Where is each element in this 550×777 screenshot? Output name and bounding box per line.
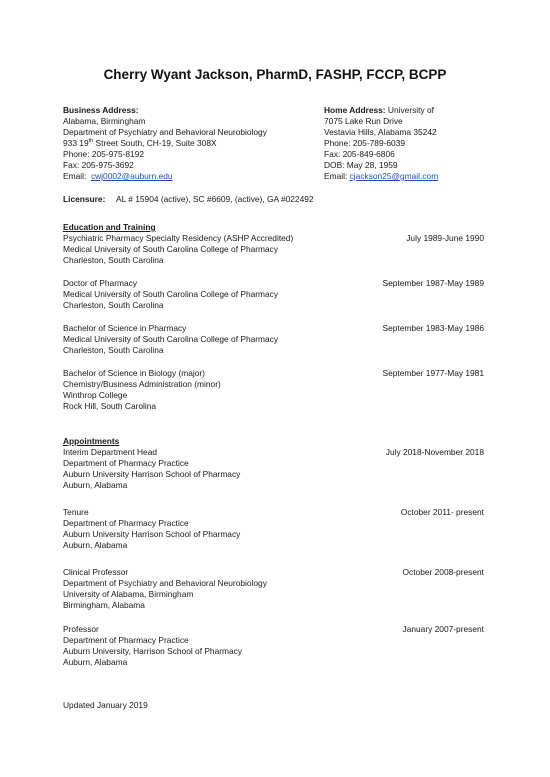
home-phone: Phone: 205-789-6039 bbox=[324, 138, 406, 148]
education-entry-dates: September 1983-May 1986 bbox=[382, 323, 484, 333]
education-heading: Education and Training bbox=[63, 222, 156, 232]
home-address-line1: 7075 Lake Run Drive bbox=[324, 116, 403, 126]
appointment-entry-line: Auburn, Alabama bbox=[63, 657, 128, 667]
footer-updated: Updated January 2019 bbox=[63, 700, 148, 710]
home-fax: Fax: 205-849-6806 bbox=[324, 149, 395, 159]
appointment-entry-line: Auburn University, Harrison School of Pharmacy bbox=[63, 646, 243, 656]
business-address-street: 933 19th Street South, CH-19, Suite 308X bbox=[63, 138, 217, 148]
appointment-entry-line: Department of Pharmacy Practice bbox=[63, 635, 189, 645]
business-address-line2: Department of Psychiatry and Behavioral Neurobiology bbox=[63, 127, 267, 137]
education-entry-line: Medical University of South Carolina College of Pharmacy bbox=[63, 334, 279, 344]
education-entry-line: Charleston, South Carolina bbox=[63, 345, 164, 355]
education-entry-line: Charleston, South Carolina bbox=[63, 255, 164, 265]
education-entry-line: Charleston, South Carolina bbox=[63, 300, 164, 310]
appointment-entry-line: Department of Psychiatry and Behavioral Neurobiology bbox=[63, 578, 267, 588]
appointment-entry-title: Professor bbox=[63, 624, 99, 634]
business-phone: Phone: 205-975-8192 bbox=[63, 149, 145, 159]
home-dob: DOB: May 28, 1959 bbox=[324, 160, 398, 170]
education-entry-line: Medical University of South Carolina College of Pharmacy bbox=[63, 244, 279, 254]
appointment-entry-line: University of Alabama, Birmingham bbox=[63, 589, 194, 599]
home-email-row: Email: cjackson25@gmail.com bbox=[324, 171, 439, 181]
education-entry-title: Doctor of Pharmacy bbox=[63, 278, 138, 288]
appointment-entry-line: Auburn University Harrison School of Pharmacy bbox=[63, 529, 241, 539]
business-address-line1: Alabama, Birmingham bbox=[63, 116, 146, 126]
education-entry-line: Chemistry/Business Administration (minor) bbox=[63, 379, 221, 389]
appointment-entry-line: Department of Pharmacy Practice bbox=[63, 518, 189, 528]
education-entry-dates: July 1989-June 1990 bbox=[406, 233, 484, 243]
education-entry-title: Psychiatric Pharmacy Specialty Residency (ASHP Accredited) bbox=[63, 233, 294, 243]
appointment-entry-dates: October 2008-present bbox=[402, 567, 484, 577]
page-title: Cherry Wyant Jackson, PharmD, FASHP, FCCP, BCPP bbox=[103, 67, 447, 82]
home-email-link[interactable]: cjackson25@gmail.com bbox=[349, 171, 439, 181]
appointment-entry-line: Auburn, Alabama bbox=[63, 480, 128, 490]
business-email-link[interactable]: cwj0002@auburn.edu bbox=[90, 171, 173, 181]
education-entry-line: Medical University of South Carolina College of Pharmacy bbox=[63, 289, 279, 299]
home-address-line2: Vestavia Hills, Alabama 35242 bbox=[324, 127, 437, 137]
business-address-heading: Business Address: bbox=[63, 105, 139, 115]
education-entry-title: Bachelor of Science in Pharmacy bbox=[63, 323, 187, 333]
appointments-heading: Appointments bbox=[63, 436, 120, 446]
education-entry-title: Bachelor of Science in Biology (major) bbox=[63, 368, 205, 378]
appointment-entry-dates: January 2007-present bbox=[402, 624, 484, 634]
education-entry-dates: September 1977-May 1981 bbox=[382, 368, 484, 378]
appointment-entry-line: Department of Pharmacy Practice bbox=[63, 458, 189, 468]
appointment-entry-title: Clinical Professor bbox=[63, 567, 129, 577]
licensure-value: AL # 15904 (active), SC #6609, (active), GA #022492 bbox=[116, 194, 314, 204]
education-entry-line: Rock Hill, South Carolina bbox=[63, 401, 157, 411]
education-entry-dates: September 1987-May 1989 bbox=[382, 278, 484, 288]
appointment-entry-dates: July 2018-November 2018 bbox=[385, 447, 484, 457]
appointment-entry-title: Interim Department Head bbox=[63, 447, 158, 457]
business-fax: Fax: 205-975-3692 bbox=[63, 160, 134, 170]
appointment-entry-title: Tenure bbox=[63, 507, 89, 517]
home-address-heading-row: Home Address: University of bbox=[324, 105, 434, 115]
education-entry-line: Winthrop College bbox=[63, 390, 128, 400]
appointment-entry-line: Auburn, Alabama bbox=[63, 540, 128, 550]
appointment-entry-line: Birmingham, Alabama bbox=[63, 600, 145, 610]
business-email-row: Email: cwj0002@auburn.edu bbox=[63, 171, 173, 181]
appointment-entry-dates: October 2011- present bbox=[400, 507, 484, 517]
appointment-entry-line: Auburn University Harrison School of Pharmacy bbox=[63, 469, 241, 479]
licensure-label: Licensure: bbox=[63, 194, 106, 204]
